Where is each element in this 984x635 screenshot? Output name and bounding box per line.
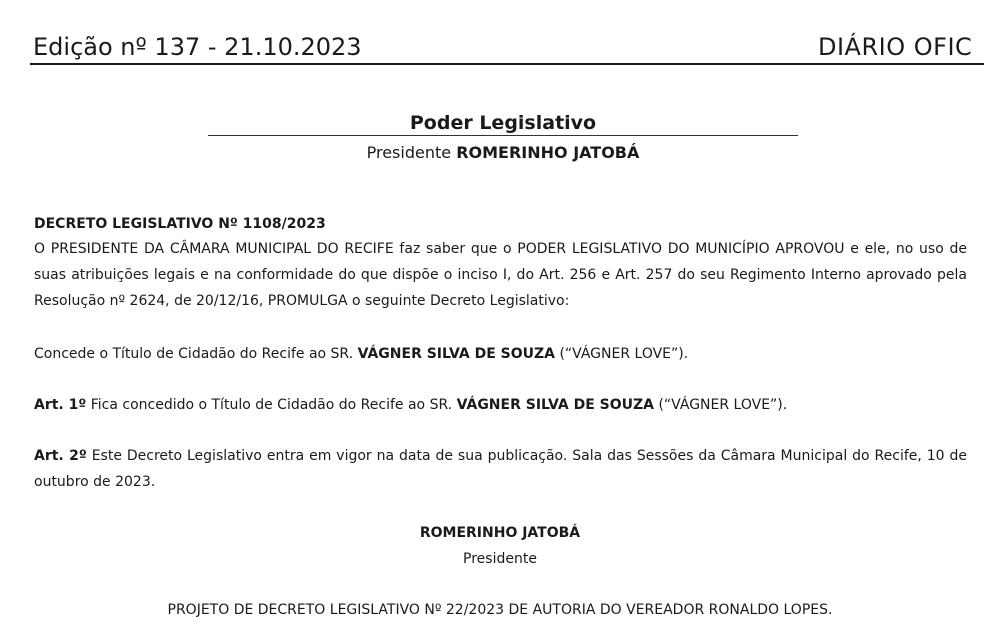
signature-role: Presidente <box>463 551 537 567</box>
signature-name: ROMERINHO JATOBÁ <box>419 525 581 541</box>
article-2-label: Art. 2º <box>34 448 87 464</box>
decree-concede <box>34 341 967 367</box>
header-divider <box>30 63 984 65</box>
decree-title: DECRETO LEGISLATIVO Nº 1108/2023 <box>34 216 326 232</box>
project-reference: PROJETO DE DECRETO LEGISLATIVO Nº 22/2023 DE AUTORIA DO VEREADOR RONALDO LOPES. <box>167 602 833 618</box>
article-1-prefix: Fica concedido o Título de Cidadão do Recife ao SR. <box>90 397 453 413</box>
article-2-text: Este Decreto Legislativo entra em vigor na data de sua publicação. Sala das Sessões da Câmara Municipal do Recife, 10 de outubro de 2023. <box>34 448 968 490</box>
concede-prefix: Concede o Título de Cidadão do Recife ao SR. <box>34 346 354 362</box>
honoree-name: VÁGNER SILVA DE SOUZA <box>357 346 555 362</box>
president-prefix: Presidente <box>366 143 452 162</box>
article-2 <box>34 443 967 495</box>
edition-label: Edição nº 137 - 21.10.2023 <box>33 33 362 61</box>
article-1-label: Art. 1º <box>34 397 87 413</box>
section-title: Poder Legislativo <box>409 112 597 134</box>
concede-suffix: (“VÁGNER LOVE”). <box>559 346 689 362</box>
section-divider <box>208 135 798 136</box>
article-1-honoree: VÁGNER SILVA DE SOUZA <box>456 397 655 413</box>
section-president <box>208 141 798 165</box>
article-1 <box>34 392 967 418</box>
article-1-suffix: (“VÁGNER LOVE”). <box>658 397 788 413</box>
decree-intro: O PRESIDENTE DA CÂMARA MUNICIPAL DO RECIFE faz saber que o PODER LEGISLATIVO DO MUNICÍPIO APROVOU e ele, no uso de suas atribuições legais e na conformidade do que dispõe o inciso I, do Art. 256 e Art. 257 do seu Regimento Interno aprovado pela Resolução nº 2624, de 20/12/16, PROMULGA o seguinte Decreto Legislativo: <box>34 241 967 309</box>
document-header <box>0 0 984 66</box>
president-name: ROMERINHO JATOBÁ <box>456 143 640 162</box>
journal-title: DIÁRIO OFIC <box>818 33 973 61</box>
